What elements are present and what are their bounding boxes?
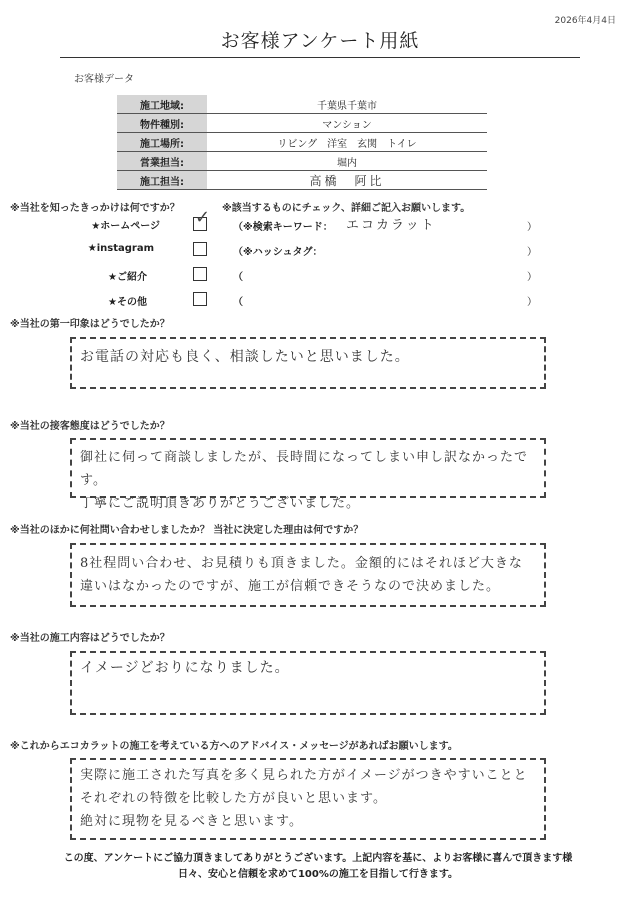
source-detail-label: （※検索キーワード： (233, 222, 333, 233)
question-advice: ※これからエコカラットの施工を考えている方へのアドバイス・メッセージがあればお願いします。 (10, 741, 458, 752)
search-keyword-handwritten: エコカラット (346, 218, 436, 233)
table-row (117, 114, 487, 133)
answer-box-advice[interactable] (70, 758, 546, 840)
question-work-quality: ※当社の施工内容はどうでしたか？ (10, 633, 170, 644)
source-checkbox-instagram[interactable] (193, 242, 207, 256)
question-source: ※当社を知ったきっかけは何ですか？ (10, 203, 180, 214)
answer-text: 8社程問い合わせ、お見積りも頂きました。金額的にはそれほど大きな 違いはなかったのですが、施工が信頼できそうなので決めました。 (80, 556, 523, 594)
source-option-label: ★その他 (108, 297, 147, 308)
answer-box-first-impression[interactable] (70, 337, 546, 389)
source-option-label: ★ホームページ (91, 221, 160, 232)
answer-text: 実際に施工された写真を多く見られた方がイメージがつきやすいことと それぞれの特徴を比較した方が良いと思います。 絶対に現物を見るべきと思います。 (80, 768, 528, 829)
survey-date: 2026年4月4日 (554, 16, 616, 26)
question-source-note: ※該当するものにチェック、詳細ご記入お願いします。 (222, 203, 471, 214)
page-title: お客様アンケート用紙 (60, 26, 580, 58)
answer-box-customer-service[interactable] (70, 438, 546, 511)
question-first-impression: ※当社の第一印象はどうでしたか？ (10, 319, 170, 330)
source-option-label: ★ご紹介 (108, 272, 147, 283)
table-key: 物件種別: (117, 114, 207, 133)
customer-data-label: お客様データ (74, 74, 134, 85)
table-key: 営業担当: (117, 152, 207, 171)
source-detail-close: ） (527, 222, 537, 233)
footer-line-2: 日々、安心と信頼を求めて100%の施工を目指して行きます。 (177, 869, 459, 880)
table-key: 施工地域: (117, 95, 207, 114)
answer-text: お電話の対応も良く、相談したいと思いました。 (80, 349, 410, 365)
table-value: リビング 洋室 玄関 トイレ (207, 133, 487, 152)
source-option-label: ★instagram (87, 243, 154, 254)
answer-text: 御社に伺って商談しましたが、長時間になってしまい申し訳なかったです。 丁寧にご説明頂きありがとうございました。 (80, 450, 529, 511)
check-mark-icon: ✓ (195, 207, 211, 228)
table-row (117, 95, 487, 114)
source-detail-close: ） (527, 297, 537, 308)
table-value-handwritten: 高橋 阿比 (207, 171, 487, 190)
source-detail-close: ） (527, 272, 537, 283)
customer-data-table (117, 95, 487, 190)
table-value: マンション (207, 114, 487, 133)
table-row (117, 171, 487, 190)
source-detail-label: （ (233, 272, 243, 283)
table-row (117, 133, 487, 152)
source-checkbox-referral[interactable] (193, 267, 207, 281)
question-comparison: ※当社のほかに何社問い合わせしましたか？ 当社に決定した理由は何ですか？ (10, 525, 364, 536)
table-value: 堀内 (207, 152, 487, 171)
footer-line-1: この度、アンケートにご協力頂きましてありがとうございます。上記内容を基に、よりお客様に喜んで頂きます様 (63, 853, 573, 864)
answer-box-comparison[interactable] (70, 543, 546, 607)
table-key: 施工場所: (117, 133, 207, 152)
question-customer-service: ※当社の接客態度はどうでしたか？ (10, 421, 170, 432)
table-key: 施工担当: (117, 171, 207, 190)
table-value: 千葉県千葉市 (207, 95, 487, 114)
source-checkbox-other[interactable] (193, 292, 207, 306)
answer-text: イメージどおりになりました。 (80, 660, 290, 676)
table-row (117, 152, 487, 171)
answer-box-work-quality[interactable] (70, 651, 546, 715)
source-detail-close: ） (527, 247, 537, 258)
source-detail-label: （ (233, 297, 243, 308)
source-detail-label: （※ハッシュタグ： (233, 247, 323, 258)
